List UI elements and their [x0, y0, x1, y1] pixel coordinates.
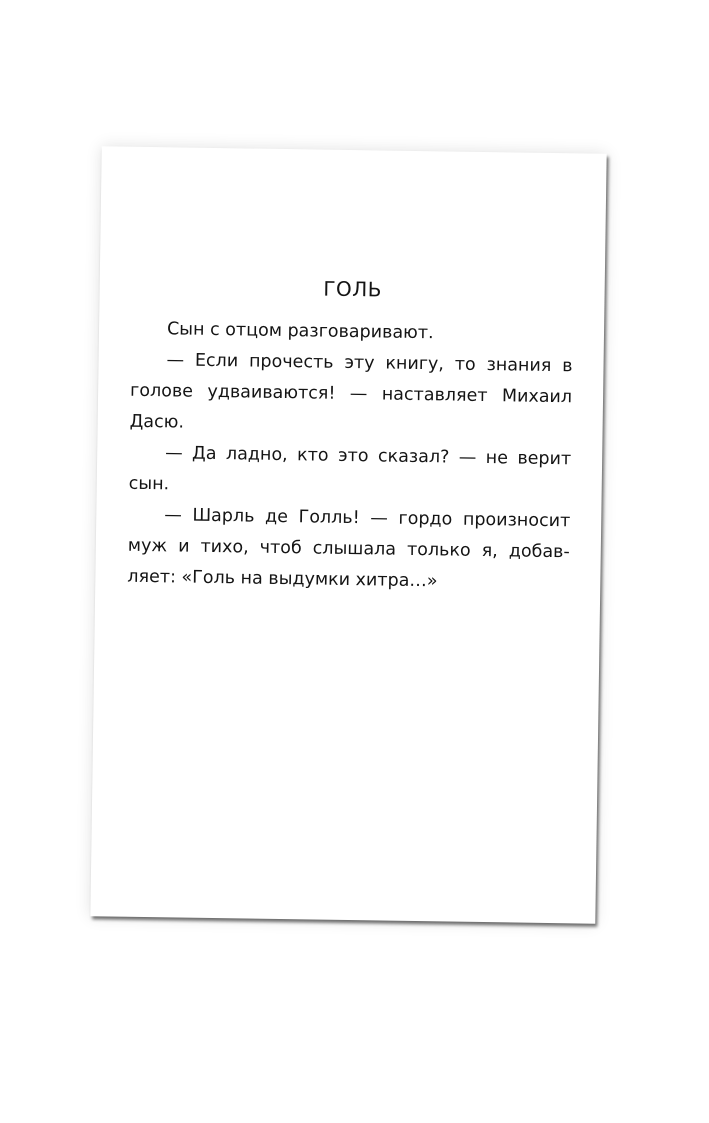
page-title: ГОЛЬ — [323, 276, 383, 302]
paragraph: — Шарль де Голль! — гордо произносит муж и тихо, чтоб слышала только я, добавляет: «Голь на выдумки хитра…» — [127, 505, 571, 592]
page-content — [127, 274, 574, 600]
book-page — [90, 146, 606, 923]
paragraph: — Да ладно, кто это сказал? — не верит сын. — [128, 443, 572, 495]
paragraph: Сын с отцом разговаривают. — [166, 319, 434, 344]
paragraph: — Если прочесть эту книгу, то знания в голове удваиваются! — наставляет Михаил Дасю. — [129, 350, 573, 433]
